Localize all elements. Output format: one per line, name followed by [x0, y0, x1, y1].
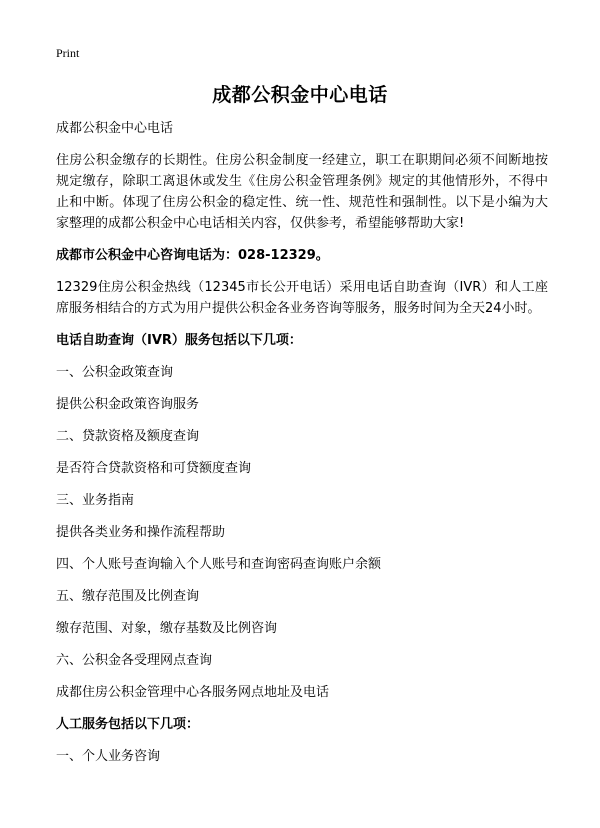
- print-link[interactable]: Print: [56, 46, 80, 60]
- list-item-loan-query: 二、贷款资格及额度查询: [56, 429, 200, 444]
- paragraph-subtitle: 成都公积金中心电话: [56, 121, 174, 136]
- list-item-policy-desc: 提供公积金政策咨询服务: [56, 397, 200, 412]
- list-item-branch-query: 六、公积金各受理网点查询: [56, 653, 213, 668]
- document-body: [56, 118, 548, 778]
- list-item-guide-desc: 提供各类业务和操作流程帮助: [56, 525, 226, 540]
- list-item-deposit-desc: 缴存范围、对象，缴存基数及比例咨询: [56, 621, 278, 636]
- paragraph-phone-heading: 成都市公积金中心咨询电话为：028-12329。: [56, 248, 329, 263]
- paragraph-ivr-heading: 电话自助查询（IVR）服务包括以下几项：: [56, 333, 302, 348]
- list-item-personal-consult: 一、个人业务咨询: [56, 749, 161, 764]
- list-item-policy-query: 一、公积金政策查询: [56, 365, 174, 380]
- list-item-loan-desc: 是否符合贷款资格和可贷额度查询: [56, 461, 252, 476]
- document-title: 成都公积金中心电话: [212, 84, 388, 106]
- paragraph-hotline-description: 12329住房公积金热线（12345市长公开电话）采用电话自助查询（IVR）和人工座席服务相结合的方式为用户提供公积金各业务咨询等服务，服务时间为全天24小时。: [56, 280, 548, 316]
- list-item-guide: 三、业务指南: [56, 493, 135, 508]
- paragraph-intro: 住房公积金缴存的长期性。住房公积金制度一经建立，职工在职期间必须不间断地按规定缴存，除职工离退休或发生《住房公积金管理条例》规定的其他情形外，不得中止和中断。体现了住房公积金的稳定性、统一性、规范性和强制性。以下是小编为大家整理的成都公积金中心电话相关内容，仅供参考，希望能够帮助大家!: [56, 153, 548, 231]
- list-item-account-query: 四、个人账号查询输入个人账号和查询密码查询账户余额: [56, 557, 382, 572]
- list-item-branch-desc: 成都住房公积金管理中心各服务网点地址及电话: [56, 685, 330, 700]
- list-item-deposit-query: 五、缴存范围及比例查询: [56, 589, 200, 604]
- paragraph-manual-heading: 人工服务包括以下几项：: [56, 717, 200, 732]
